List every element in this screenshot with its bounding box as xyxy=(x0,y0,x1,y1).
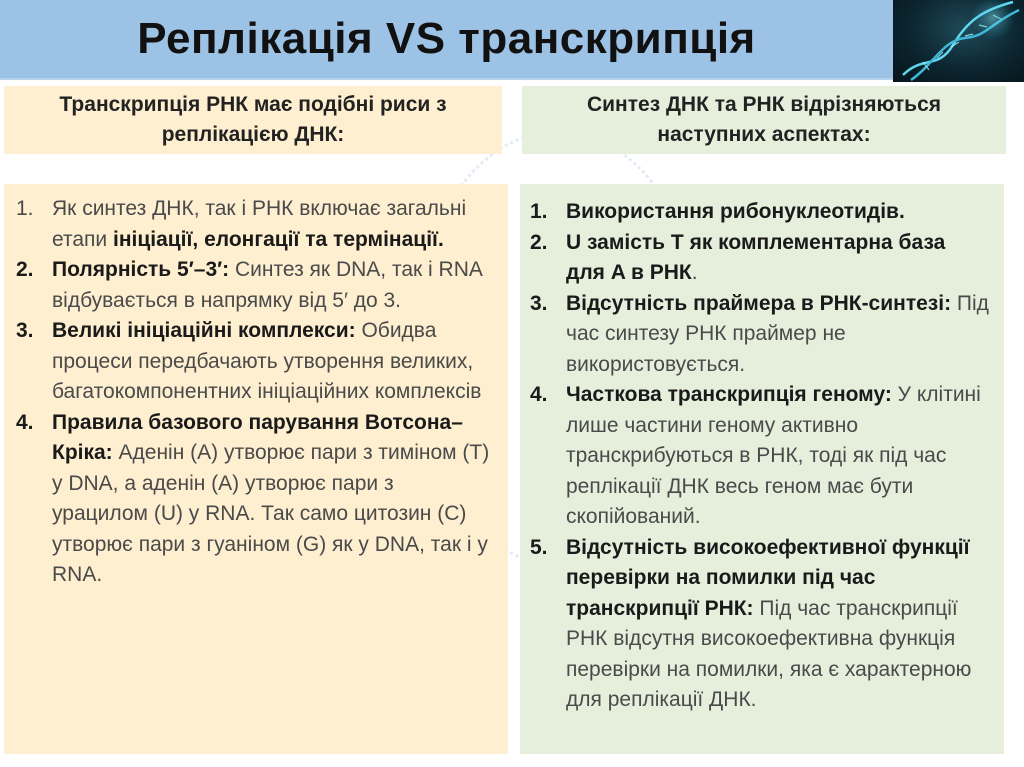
item-number: 4. xyxy=(16,410,34,434)
list-item xyxy=(530,533,990,716)
item-number: 4. xyxy=(530,383,548,406)
left-heading: Транскрипція РНК має подібні риси з реплікацією ДНК: xyxy=(59,93,447,146)
item-bold-text: Полярність 5′–3′: xyxy=(52,258,230,281)
item-number: 2. xyxy=(530,230,548,254)
dna-helix-icon xyxy=(893,0,1024,82)
item-text: Під час транскрипції РНК відсутня високоефективна функція перевірки на помилки, яка є характерною для реплікації ДНК. xyxy=(566,596,972,711)
item-text: Аденін (A) утворює пари з тиміном (T) у DNA, а аденін (A) утворює пари з урацилом (U) у RNA. Так само цитозин (C) утворює пари з гуаніном (G) як у DNA, так і у RNA. xyxy=(52,441,490,586)
list-item xyxy=(530,197,990,228)
item-text: У клітині лише частини геному активно транскрибуються в РНК, тоді як під час реплікації ДНК весь геном має бути скопійований. xyxy=(566,383,981,528)
item-bold-text: Правила базового парування Вотсона–Кріка: xyxy=(52,410,463,464)
right-heading-box xyxy=(522,86,1006,154)
item-number: 1. xyxy=(16,197,34,220)
list-item xyxy=(530,289,990,381)
list-item xyxy=(16,194,490,255)
item-number: 5. xyxy=(530,535,548,559)
dna-helix-image xyxy=(893,0,1024,82)
item-bold-text: Відсутність високоефективної функції перевірки на помилки під час транскрипції РНК: xyxy=(566,535,970,620)
list-item xyxy=(530,380,990,533)
item-bold-text: U замість T як комплементарна база для A в РНК xyxy=(566,230,946,284)
list-item xyxy=(16,408,490,591)
list-item xyxy=(16,255,490,316)
item-text: Під час синтезу РНК праймер не використовується. xyxy=(566,291,989,376)
list-item xyxy=(16,316,490,408)
item-text: . xyxy=(691,261,698,284)
slide-title: Реплікація VS транскрипція xyxy=(137,14,756,63)
item-number: 2. xyxy=(16,258,34,281)
item-bold-text: ініціації, елонгації та термінації. xyxy=(112,227,444,251)
item-text: Обидва процеси передбачають утворення великих, багатокомпонентних ініціаційних комплексів xyxy=(52,319,482,403)
similarities-list xyxy=(16,194,490,591)
item-bold-text: Часткова транскрипція геному: xyxy=(566,383,892,406)
list-item xyxy=(530,228,990,289)
item-bold-text: Великі ініціаційні комплекси: xyxy=(52,319,356,342)
item-number: 1. xyxy=(530,200,548,223)
item-number: 3. xyxy=(530,291,548,315)
item-text: Як синтез ДНК, так і РНК включає загальні етапи xyxy=(52,197,467,251)
right-heading: Синтез ДНК та РНК відрізняються наступних аспектах: xyxy=(586,93,942,146)
item-bold-text: Відсутність праймера в РНК-синтезі: xyxy=(566,291,952,315)
item-number: 3. xyxy=(16,319,34,342)
differences-list xyxy=(530,197,990,716)
item-text: Синтез як DNA, так і RNA відбувається в напрямку від 5′ до 3. xyxy=(52,258,482,312)
item-bold-text: Використання рибонуклеотидів. xyxy=(566,200,905,223)
similarities-panel xyxy=(4,184,508,754)
left-heading-box xyxy=(4,86,502,154)
differences-panel xyxy=(520,184,1004,754)
